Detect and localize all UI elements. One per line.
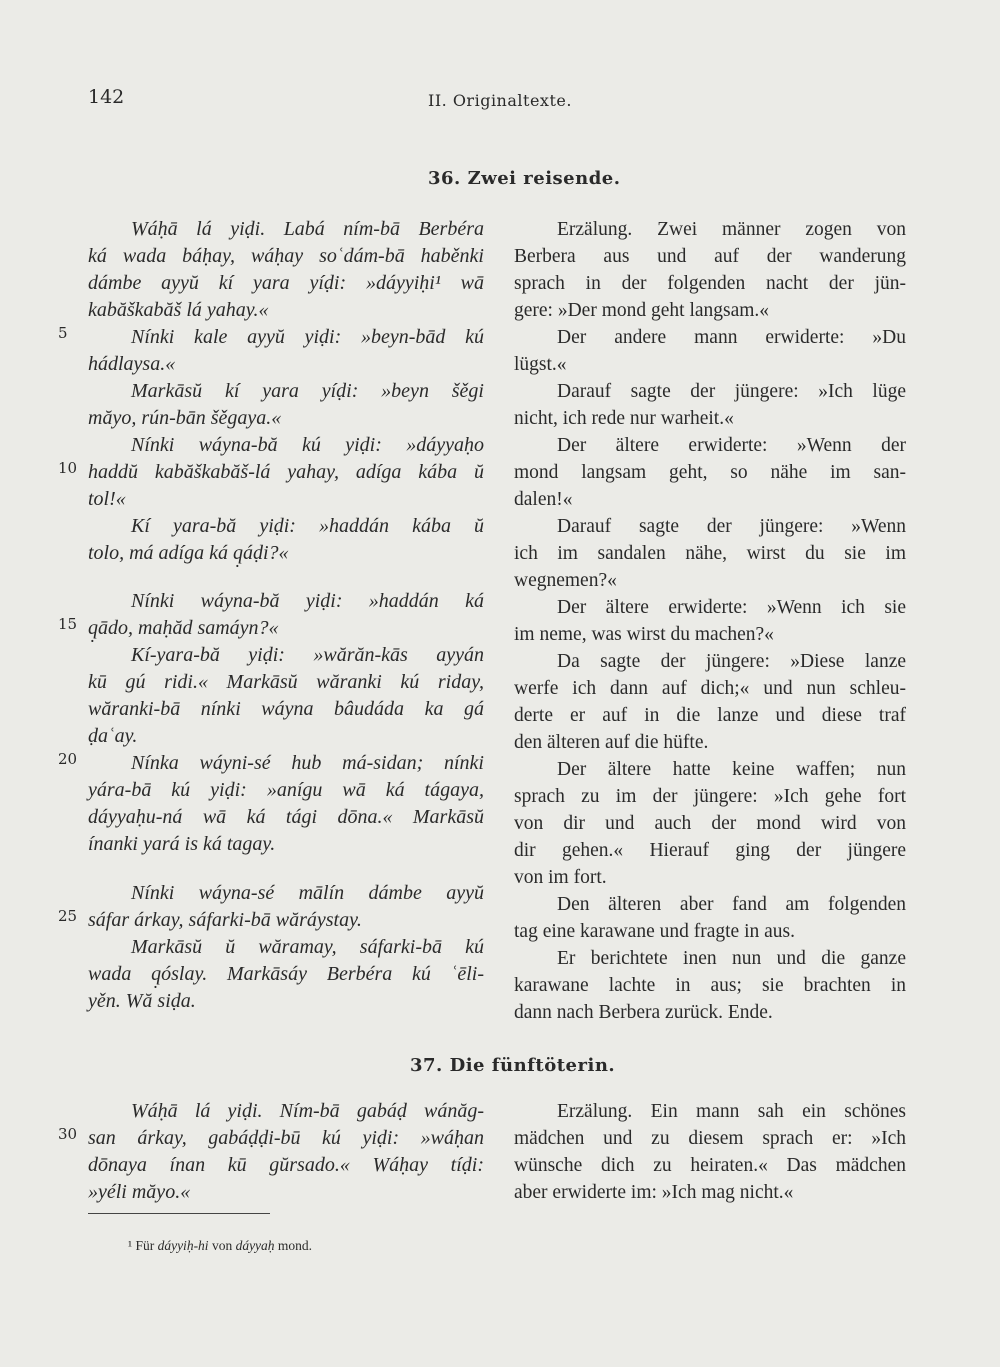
line-number: 25	[58, 907, 78, 925]
german-line: dir gehen.« Hierauf ging der jüngere	[514, 840, 906, 861]
somali-line: ḍaʿay.	[88, 725, 138, 747]
page-number: 142	[88, 86, 125, 108]
footnote-rule	[88, 1213, 270, 1214]
footnote-text: Für	[135, 1238, 155, 1253]
somali-column-36b	[88, 588, 484, 858]
line-number: 20	[58, 750, 78, 768]
somali-line: q̣ādo, maḥăd samáyn?«	[88, 617, 279, 639]
somali-line: tol!«	[88, 488, 126, 510]
somali-line: dōnaya ínan kū gŭrsado.« Wáḥay tíḍi:	[88, 1154, 484, 1176]
german-line: sprach zu im der jüngere: »Ich gehe fort	[514, 786, 906, 807]
german-line: im neme, was wirst du machen?«	[514, 624, 774, 645]
german-line: Der ältere hatte keine waffen; nun	[557, 759, 906, 780]
footnote	[128, 1238, 312, 1254]
german-line: Er berichtete inen nun und die ganze	[557, 948, 906, 969]
somali-line: haddŭ kabăškabăš-lá yahay, adíga kába ŭ	[88, 461, 484, 483]
german-line: ich im sandalen nähe, wirst du sie im	[514, 543, 906, 564]
line-number: 10	[58, 459, 78, 477]
german-line: lügst.«	[514, 354, 567, 375]
somali-line: Kí-yara-bă yiḍi: »wărăn-kās ayyán	[131, 644, 484, 666]
section-title-37: 37. Die fünftöterin.	[410, 1055, 616, 1076]
line-number: 15	[58, 615, 78, 633]
somali-line: Wáḥā lá yiḍi. Ním-bā gabáḍ wánăg-	[131, 1100, 484, 1122]
german-line: karawane lachte in aus; sie brachten in	[514, 975, 906, 996]
german-line: Den älteren aber fand am folgenden	[557, 894, 906, 915]
somali-line: Markāsŭ ŭ wăramay, sáfarki-bā kú	[131, 936, 484, 958]
footnote-term: dáyyiḥ-hi	[157, 1238, 209, 1253]
german-line: wegnemen?«	[514, 570, 617, 591]
german-line: Der ältere erwiderte: »Wenn ich sie	[557, 597, 906, 618]
german-line: Der ältere erwiderte: »Wenn der	[557, 435, 906, 456]
line-number: 5	[58, 324, 68, 342]
somali-line: Kí yara-bă yiḍi: »haddán kába ŭ	[131, 515, 484, 537]
german-line: von dir und auch der mond wird von	[514, 813, 906, 834]
somali-line: Nínki wáyna-bă kú yiḍi: »dáyyaḥo	[131, 434, 484, 456]
somali-line: tolo, má adíga ká q̣áḍi?«	[88, 542, 289, 564]
german-line: Erzälung. Ein mann sah ein schönes	[557, 1101, 906, 1122]
somali-line: hádlaysa.«	[88, 353, 176, 375]
german-line: aber erwiderte im: »Ich mag nicht.«	[514, 1182, 794, 1203]
line-number: 30	[58, 1125, 78, 1143]
german-line: derte er auf in die lanze und diese traf	[514, 705, 906, 726]
somali-line: Nínki wáyna-sé mālín dámbe ayyŭ	[131, 882, 484, 904]
somali-line: san árkay, gabáḍḍi-bū kú yiḍi: »wáḥan	[88, 1127, 484, 1149]
german-line: Darauf sagte der jüngere: »Ich lüge	[557, 381, 906, 402]
german-line: tag eine karawane und fragte in aus.	[514, 921, 795, 942]
somali-line: dámbe ayyŭ kí yara yíḍi: »dáyyiḥi¹ wā	[88, 272, 484, 294]
somali-line: Nínka wáyni-sé hub má-sidan; nínki	[131, 752, 484, 774]
somali-column-36c	[88, 880, 484, 1015]
german-line: nicht, ich rede nur warheit.«	[514, 408, 734, 429]
german-column-36	[514, 216, 906, 1026]
footnote-text: mond.	[277, 1238, 313, 1253]
somali-line: yěn. Wă siḍa.	[88, 990, 196, 1012]
somali-line: măyo, rún-bān šěgaya.«	[88, 407, 282, 429]
footnote-text: von	[211, 1238, 233, 1253]
somali-line: ínanki yará is ká tagay.	[88, 833, 276, 855]
somali-line: dáyyaḥu-ná wā ká tági dōna.« Markāsŭ	[88, 806, 484, 828]
somali-column-36	[88, 216, 484, 567]
german-line: mädchen und zu diesem sprach er: »Ich	[514, 1128, 906, 1149]
somali-line: kabăškabăš lá yahay.«	[88, 299, 269, 321]
somali-line: yára-bā kú yiḍi: »anígu wā ká tágaya,	[88, 779, 484, 801]
somali-line: Nínki wáyna-bă yiḍi: »haddán ká	[131, 590, 484, 612]
somali-line: Markāsŭ kí yara yíḍi: »beyn šěgi	[131, 380, 484, 402]
section-title-36: 36. Zwei reisende.	[428, 168, 621, 189]
german-line: gere: »Der mond geht langsam.«	[514, 300, 770, 321]
somali-line: ká wada báḥay, wáḥay soʿdám-bā haběnki	[88, 245, 484, 267]
german-line: werfe ich dann auf dich;« und nun schleu-	[514, 678, 906, 699]
somali-line: wăranki-bā nínki wáyna bâudáda ka gá	[88, 698, 484, 720]
german-line: Erzälung. Zwei männer zogen von	[557, 219, 906, 240]
somali-line: Wáḥā lá yiḍi. Labá ním-bā Berbéra	[131, 218, 484, 240]
somali-column-37	[88, 1098, 484, 1206]
german-line: von im fort.	[514, 867, 607, 888]
somali-line: kū gú ridi.« Markāsŭ wăranki kú riday,	[88, 671, 484, 693]
german-line: Berbera aus und auf der wanderung	[514, 246, 906, 267]
german-line: Da sagte der jüngere: »Diese lanze	[557, 651, 906, 672]
german-line: sprach in der folgenden nacht der jün-	[514, 273, 906, 294]
somali-line: Nínki kale ayyŭ yiḍi: »beyn-bād kú	[131, 326, 484, 348]
german-line: mond langsam geht, so nähe im san-	[514, 462, 906, 483]
german-line: dalen!«	[514, 489, 573, 510]
somali-line: wada q̣óslay. Markāsáy Berbéra kú ʿēli-	[88, 963, 484, 985]
somali-line: »yéli măyo.«	[88, 1181, 191, 1203]
german-line: wünsche dich zu heiraten.« Das mädchen	[514, 1155, 906, 1176]
german-column-37	[514, 1098, 906, 1206]
somali-line: sáfar árkay, sáfarki-bā wăráystay.	[88, 909, 362, 931]
german-line: dann nach Berbera zurück. Ende.	[514, 1002, 773, 1023]
german-line: Der andere mann erwiderte: »Du	[557, 327, 906, 348]
german-line: den älteren auf die hüfte.	[514, 732, 709, 753]
german-line: Darauf sagte der jüngere: »Wenn	[557, 516, 906, 537]
footnote-marker: ¹	[128, 1238, 133, 1253]
footnote-term: dáyyaḥ	[235, 1238, 275, 1253]
running-head: II. Originaltexte.	[428, 91, 572, 110]
